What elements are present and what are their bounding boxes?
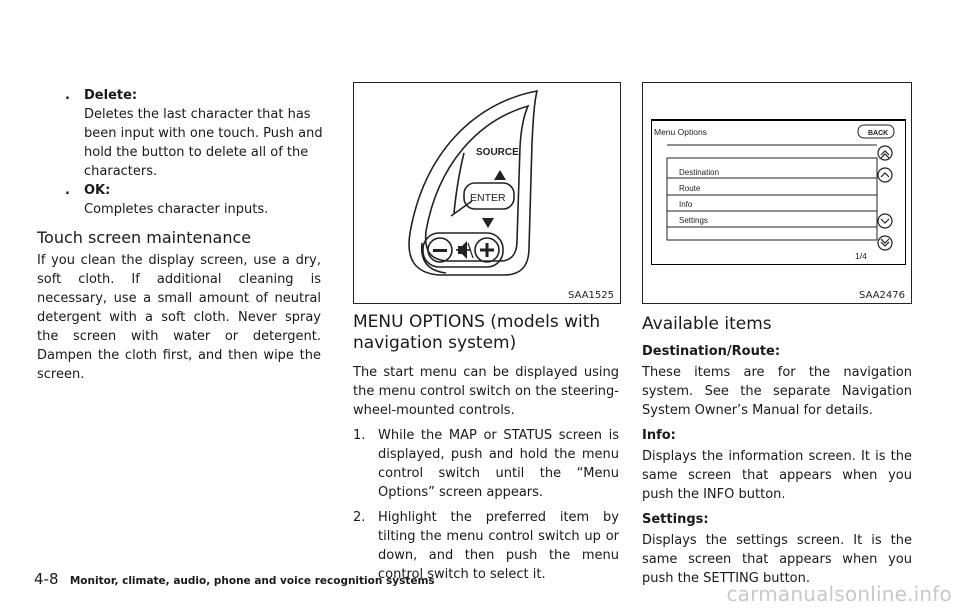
watermark: carmanualsonline.info (726, 582, 952, 606)
body-paragraph: If you clean the display screen, use a dry, soft cloth. If additional cleaning is necessary, use a small amount of neutral detergent with a soft cloth. Never spray the screen with water or detergent. Dampen the cloth first, and then wipe the screen. (37, 253, 321, 382)
step-number: 2. (353, 510, 366, 525)
bullet-term: Delete: (84, 88, 138, 103)
figure-caption: SAA1525 (568, 290, 614, 301)
menu-options-figure (642, 82, 912, 304)
up-arrow-icon (494, 170, 506, 180)
bullet-desc: Completes character inputs. (84, 202, 269, 217)
steering-switch-figure (353, 82, 621, 304)
bullet-delete (62, 86, 324, 105)
menu-options-heading: MENU OPTIONS (models with navigation system) (353, 312, 601, 353)
steering-switch-illustration (354, 83, 620, 303)
source-label: SOURCE (476, 147, 519, 158)
page-footer (34, 570, 435, 588)
bullet-ok (62, 181, 324, 200)
left-column (37, 86, 324, 384)
section-text: Displays the settings screen. It is the same screen that appears when you push the SETTING button. (642, 533, 912, 586)
middle-column (353, 312, 619, 584)
figure-caption: SAA2476 (859, 290, 905, 301)
intro-paragraph: The start menu can be displayed using the menu control switch on the steering-wheel-mounted controls. (353, 365, 619, 418)
down-arrow-icon (482, 218, 494, 228)
screen-title: Menu Options (654, 127, 707, 137)
plus-icon-vertical (486, 243, 489, 257)
page-number: 4-8 (34, 570, 59, 588)
enter-label: ENTER (470, 192, 506, 204)
footer-section-title: Monitor, climate, audio, phone and voice recognition systems (69, 575, 435, 587)
section-label: Settings: (642, 512, 709, 527)
available-items-heading: Available items (642, 314, 772, 334)
bullet-dot: . (65, 88, 70, 103)
step-item (353, 426, 619, 502)
bullet-dot: . (65, 183, 70, 198)
step-text: Highlight the preferred item by tilting the menu control switch up or down, and then push the menu control switch to select it. (378, 510, 619, 582)
menu-options-screen (643, 83, 911, 303)
menu-item-route[interactable]: Route (679, 184, 701, 193)
bullet-term: OK: (84, 183, 111, 198)
page-indicator: 1/4 (855, 251, 867, 261)
menu-item-destination[interactable]: Destination (679, 168, 720, 177)
bullet-desc: Deletes the last character that has been input with one touch. Push and hold the button to delete all of the characters. (84, 107, 323, 179)
back-label: BACK (868, 130, 889, 137)
section-text: Displays the information screen. It is the same screen that appears when you push the INFO button. (642, 449, 912, 502)
section-heading: Touch screen maintenance (37, 228, 252, 247)
minus-icon (433, 249, 447, 252)
speaker-icon (458, 241, 467, 259)
menu-item-settings[interactable]: Settings (679, 216, 708, 225)
step-number: 1. (353, 428, 366, 443)
menu-item-info[interactable]: Info (679, 200, 693, 209)
section-label: Info: (642, 428, 676, 443)
right-column (642, 314, 912, 588)
step-text: While the MAP or STATUS screen is displayed, push and hold the menu control switch until the “Menu Options” screen appears. (378, 428, 619, 500)
section-label: Destination/Route: (642, 344, 781, 359)
section-text: These items are for the navigation system. See the separate Navigation System Owner’s Manual for details. (642, 365, 912, 418)
